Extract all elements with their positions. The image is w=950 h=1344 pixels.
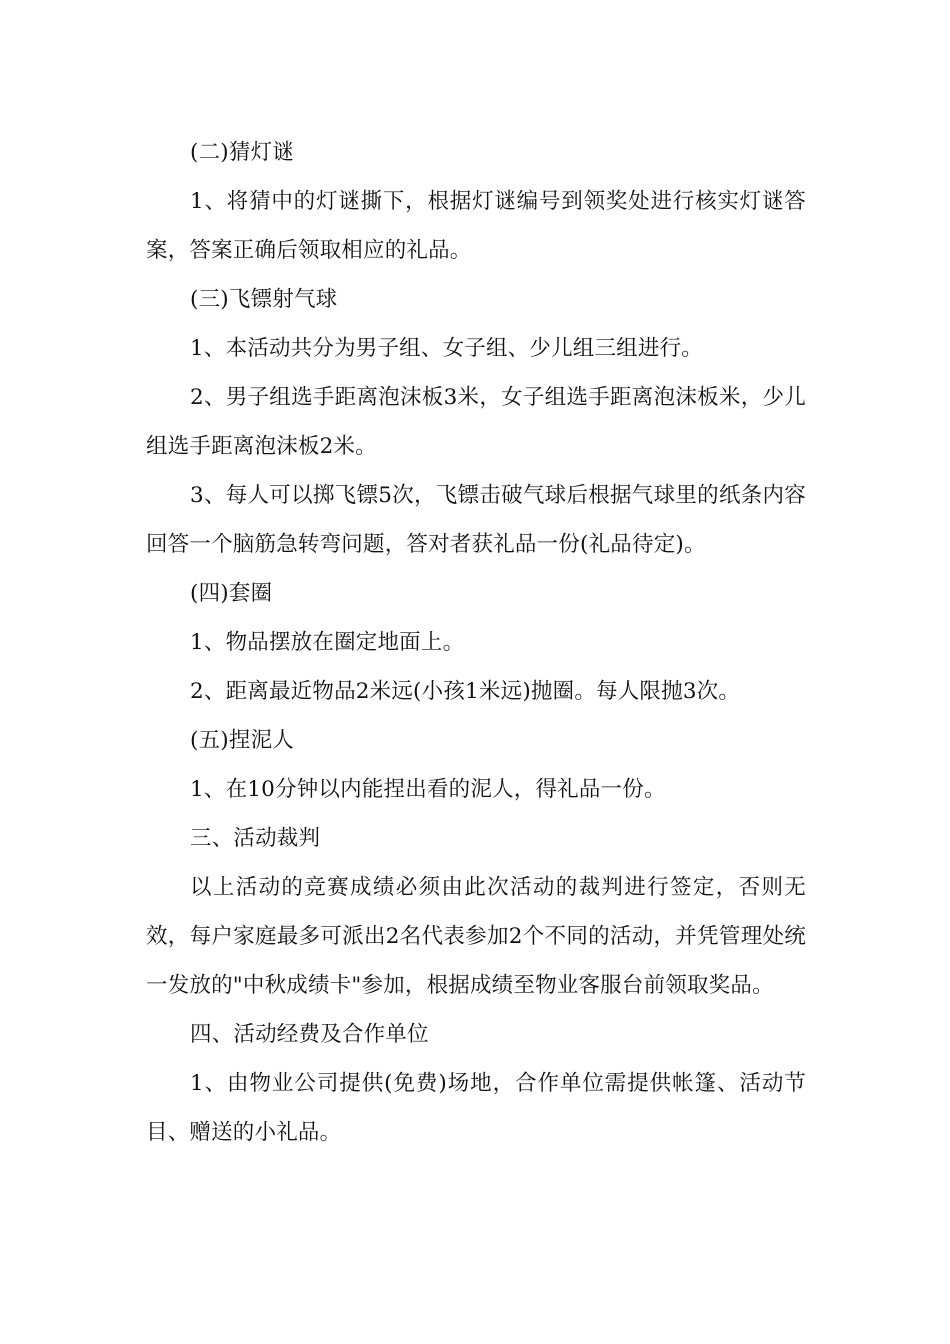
heading-ring-toss: (四)套圈	[190, 581, 273, 606]
paragraph-ring-rule-2: 2、距离最近物品2米远(小孩1米远)抛圈。每人限抛3次。	[190, 679, 741, 704]
heading-darts-balloons: (三)飞镖射气球	[190, 287, 338, 312]
paragraph-riddle-rule-1: 1、将猜中的灯谜撕下，根据灯谜编号到领奖处进行核实灯谜答案，答案正确后领取相应的礼品。	[146, 189, 806, 263]
paragraph-clay-rule-1: 1、在10分钟以内能捏出看的泥人，得礼品一份。	[190, 777, 666, 802]
heading-clay-figures: (五)捏泥人	[190, 728, 294, 753]
heading-lantern-riddles: (二)猜灯谜	[190, 140, 294, 165]
paragraph-darts-rule-3: 3、每人可以掷飞镖5次，飞镖击破气球后根据气球里的纸条内容回答一个脑筋急转弯问题，答对者获礼品一份(礼品待定)。	[146, 483, 806, 557]
heading-funding-partners: 四、活动经费及合作单位	[190, 1022, 429, 1047]
document-body	[146, 128, 806, 1157]
paragraph-funding-rule-1: 1、由物业公司提供(免费)场地，合作单位需提供帐篷、活动节目、赠送的小礼品。	[146, 1071, 806, 1145]
paragraph-ring-rule-1: 1、物品摆放在圈定地面上。	[190, 630, 465, 655]
paragraph-darts-rule-2: 2、男子组选手距离泡沫板3米，女子组选手距离泡沫板米，少儿组选手距离泡沫板2米。	[146, 385, 806, 459]
paragraph-darts-rule-1: 1、本活动共分为男子组、女子组、少儿组三组进行。	[190, 336, 703, 361]
heading-activity-judges: 三、活动裁判	[190, 826, 321, 851]
paragraph-judges-rule: 以上活动的竞赛成绩必须由此次活动的裁判进行签定，否则无效，每户家庭最多可派出2名代表参加2个不同的活动，并凭管理处统一发放的"中秋成绩卡"参加，根据成绩至物业客服台前领取奖品。	[146, 875, 806, 998]
